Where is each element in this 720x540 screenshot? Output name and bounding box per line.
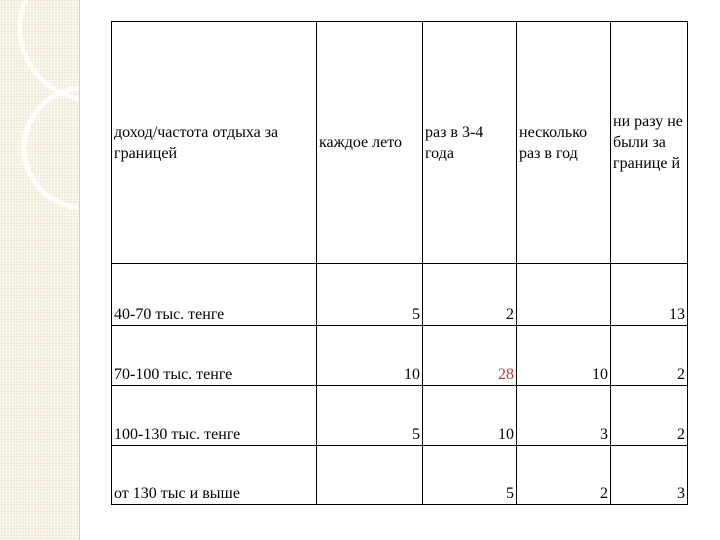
table-cell: 3 [611, 446, 688, 505]
table-cell: 2 [423, 264, 517, 326]
header-income: доход/частота отдыха за границей [112, 22, 317, 264]
table-cell: 2 [517, 446, 611, 505]
table-cell [517, 264, 611, 326]
row-label: 100-130 тыс. тенге [112, 386, 317, 446]
table-cell: 10 [423, 386, 517, 446]
table-cell: 5 [317, 264, 423, 326]
table-cell: 5 [423, 446, 517, 505]
table-row [112, 264, 688, 326]
decorative-rings-icon [0, 0, 80, 540]
table-cell: 13 [611, 264, 688, 326]
table-row [112, 326, 688, 386]
table-header-row [112, 22, 688, 264]
table-row [112, 386, 688, 446]
table-cell: 10 [317, 326, 423, 386]
table-cell: 2 [611, 326, 688, 386]
table-row [112, 446, 688, 505]
table-cell: 5 [317, 386, 423, 446]
table-cell [317, 446, 423, 505]
row-label: 70-100 тыс. тенге [112, 326, 317, 386]
income-travel-table [111, 21, 688, 505]
header-never: ни разу не были за границе й [611, 22, 688, 264]
row-label: 40-70 тыс. тенге [112, 264, 317, 326]
table-cell: 2 [611, 386, 688, 446]
header-every-3-4-years: раз в 3-4 года [423, 22, 517, 264]
row-label: от 130 тыс и выше [112, 446, 317, 505]
header-several-times-year: несколько раз в год [517, 22, 611, 264]
header-every-summer: каждое лето [317, 22, 423, 264]
decorative-sidebar [0, 0, 80, 540]
table-cell-highlighted: 28 [423, 326, 517, 386]
table-cell: 10 [517, 326, 611, 386]
table-cell: 3 [517, 386, 611, 446]
